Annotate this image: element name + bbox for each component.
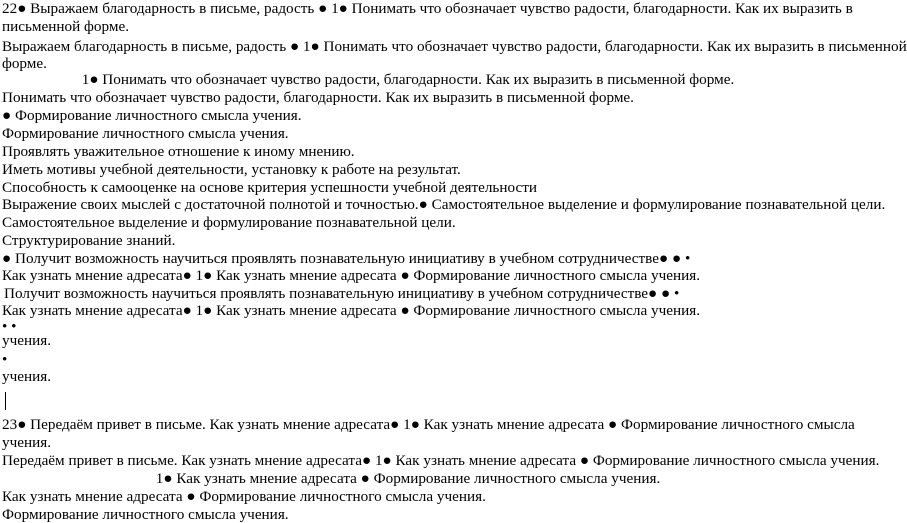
text-line: Как узнать мнение адресата● 1● Как узнать мнение адресата ● Формирование личностного смысла учения. bbox=[2, 267, 701, 284]
text-line: Структурирование знаний. bbox=[2, 232, 176, 249]
text-line: учения. bbox=[2, 434, 52, 451]
text-line: Понимать что обозначает чувство радости, благодарности. Как их выразить в письменной форме. bbox=[2, 89, 634, 106]
text-line: Иметь мотивы учебной деятельности, установку к работе на результат. bbox=[2, 161, 461, 178]
text-line: форме. bbox=[2, 55, 47, 72]
text-line: 23● Передаём привет в письме. Как узнать мнение адресата● 1● Как узнать мнение адресата ● Формирование личностного смысла bbox=[2, 416, 855, 433]
text-line: Выражение своих мыслей с достаточной полнотой и точностью.● Самостоятельное выделение и формулирование познавательной цели. bbox=[2, 196, 886, 213]
text-line: Формирование личностного смысла учения. bbox=[2, 506, 289, 523]
text-line: Выражаем благодарность в письме, радость ● 1● Понимать что обозначает чувство радости, благодарности. Как их выразить в письменной bbox=[2, 38, 907, 55]
text-line: Проявлять уважительное отношение к иному мнению. bbox=[2, 143, 355, 160]
text-cursor bbox=[5, 392, 6, 410]
text-line: Передаём привет в письме. Как узнать мнение адресата● 1● Как узнать мнение адресата ● Формирование личностного смысла учения. bbox=[2, 452, 880, 469]
text-line: учения. bbox=[2, 368, 52, 385]
text-line: Способность к самооценке на основе критерия успешности учебной деятельности bbox=[2, 179, 537, 196]
text-line: Формирование личностного смысла учения. bbox=[2, 125, 289, 142]
text-line: • • bbox=[2, 318, 17, 335]
text-line: Самостоятельное выделение и формулирование познавательной цели. bbox=[2, 214, 456, 231]
text-line-centered: 1● Понимать что обозначает чувство радости, благодарности. Как их выразить в письменной форме. bbox=[81, 71, 735, 88]
text-line: ● Получит возможность научиться проявлять познавательную инициативу в учебном сотрудничестве● ● • bbox=[2, 250, 691, 267]
text-line: ● Формирование личностного смысла учения. bbox=[2, 107, 302, 124]
text-line: Как узнать мнение адресата ● Формирование личностного смысла учения. bbox=[2, 488, 486, 505]
text-line: • bbox=[2, 351, 8, 368]
text-line: Получит возможность научиться проявлять познавательную инициативу в учебном сотрудничестве● ● • bbox=[4, 285, 680, 302]
text-line: 22● Выражаем благодарность в письме, радость ● 1● Понимать что обозначает чувство радости, благодарности. Как их выразить в bbox=[2, 0, 853, 17]
text-line: учения. bbox=[2, 332, 52, 349]
text-line: письменной форме. bbox=[2, 18, 129, 35]
text-line: Как узнать мнение адресата● 1● Как узнать мнение адресата ● Формирование личностного смысла учения. bbox=[2, 302, 701, 319]
text-line-centered: 1● Как узнать мнение адресата ● Формирование личностного смысла учения. bbox=[155, 470, 661, 487]
